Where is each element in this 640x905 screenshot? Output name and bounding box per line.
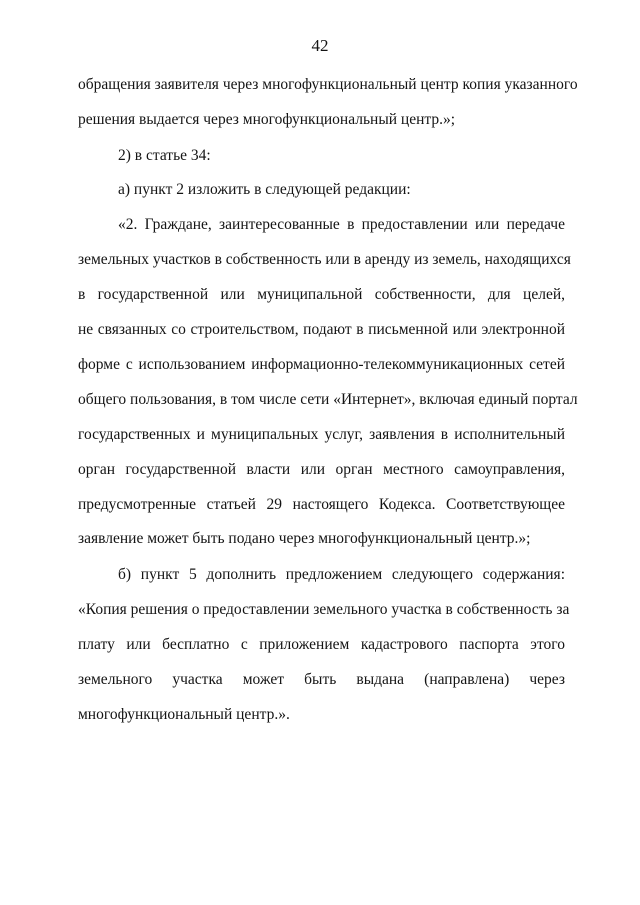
text-line: заявление может быть подано через многофункциональный центр.»;	[78, 530, 531, 547]
text-line: обращения заявителя через многофункциональный центр копия указанного	[78, 76, 578, 93]
text-line: земельных участков в собственность или в аренду из земель, находящихся	[78, 251, 571, 268]
text-line: «Копия решения о предоставлении земельного участка в собственность за	[78, 601, 570, 618]
text-line: в государственной или муниципальной собственности, для целей,	[78, 286, 565, 303]
text-line: земельного участка может быть выдана (направлена) через	[78, 671, 565, 688]
text-line: орган государственной власти или орган местного самоуправления,	[78, 461, 565, 478]
text-line: плату или бесплатно с приложением кадастрового паспорта этого	[78, 636, 565, 653]
text-line: форме с использованием информационно-телекоммуникационных сетей	[78, 356, 565, 373]
text-line: общего пользования, в том числе сети «Интернет», включая единый портал	[78, 391, 578, 408]
text-line: государственных и муниципальных услуг, заявления в исполнительный	[78, 426, 565, 443]
text-line: 2) в статье 34:	[118, 147, 211, 164]
page-number: 42	[311, 36, 329, 55]
text-line: предусмотренные статьей 29 настоящего Кодекса. Соответствующее	[78, 496, 565, 513]
text-line: не связанных со строительством, подают в письменной или электронной	[78, 321, 565, 338]
text-line: «2. Граждане, заинтересованные в предоставлении или передаче	[118, 216, 565, 233]
text-line: а) пункт 2 изложить в следующей редакции:	[118, 181, 411, 198]
text-line: б) пункт 5 дополнить предложением следующего содержания:	[118, 566, 565, 583]
text-line: решения выдается через многофункциональный центр.»;	[78, 111, 456, 128]
text-line: многофункциональный центр.».	[78, 706, 290, 723]
